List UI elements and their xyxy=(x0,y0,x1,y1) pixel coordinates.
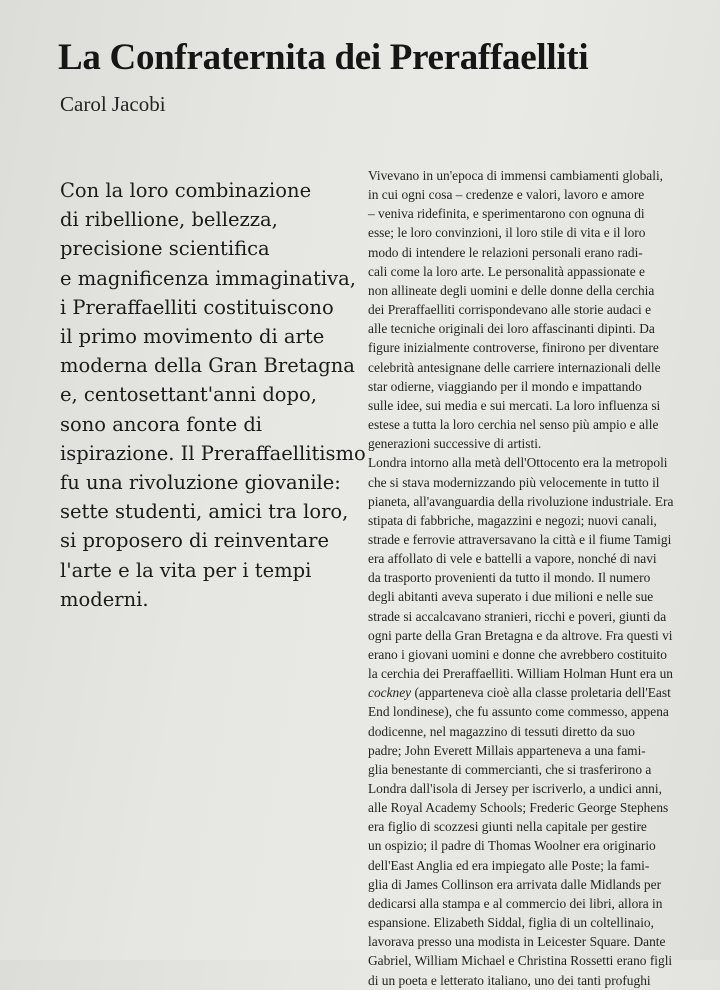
body-line: stipata di fabbriche, magazzini e negozi; nuovi canali, xyxy=(368,512,657,528)
body-line: estese a tutta la loro cerchia nel senso più ampio e alle xyxy=(368,417,659,433)
body-line: padre; John Everett Millais apparteneva a una fami- xyxy=(368,742,646,758)
body-line: strade si accalcavano stranieri, ricchi e poveri, giunti da xyxy=(368,608,667,624)
body-line: dell'East Anglia ed era impiegato alle Poste; la fami- xyxy=(368,857,650,873)
body-line: la cerchia dei Preraffaelliti. William Holman Hunt era un xyxy=(368,666,673,682)
intro-line: il primo movimento di arte xyxy=(60,325,325,349)
intro-line: Con la loro combinazione xyxy=(60,179,312,202)
body-line: di un poeta e letterato italiano, uno dei tanti profughi xyxy=(368,972,651,988)
intro-line: i Preraffaelliti costituiscono xyxy=(60,295,334,319)
body-line: dedicarsi alla stampa e al commercio dei libri, allora in xyxy=(368,895,663,911)
article-title: La Confraternita dei Preraffaelliti xyxy=(58,37,589,78)
body-line: modo di intendere le relazioni personali erano radi- xyxy=(368,244,643,260)
intro-paragraph xyxy=(60,176,366,614)
intro-line: sono ancora fonte di xyxy=(60,412,263,436)
body-line: era affollato di vele e battelli a vapore, nonché di navi xyxy=(368,551,657,567)
body-line-with-italic xyxy=(368,683,698,702)
intro-line: si proposero di reinventare xyxy=(60,529,330,553)
body-line: non allineate degli uomini e delle donne della cerchia xyxy=(368,282,655,298)
body-line: erano i giovani uomini e donne che avrebbero costituito xyxy=(368,646,667,662)
body-line: Londra dall'isola di Jersey per iscriverlo, a undici anni, xyxy=(368,781,662,796)
body-line: cali come la loro arte. Le personalità appassionate e xyxy=(368,263,645,279)
body-line-rest: (appartenevа cioè alla classe proletaria dell'East xyxy=(414,685,671,701)
body-line: sulle idee, sui media e sui mercati. La loro influenza si xyxy=(368,397,661,413)
intro-line: e magnificenza immaginativa, xyxy=(60,266,356,290)
body-line: lavorava presso una modista in Leicester Square. Dante xyxy=(368,934,666,950)
body-line: alle tecniche originali dei loro affascinanti dipinti. Da xyxy=(368,321,655,337)
body-line: dodicenne, nel magazzino di tessuti diretto da suo xyxy=(368,723,635,739)
body-text-column xyxy=(368,166,698,990)
body-line: glia di James Collinson era arrivata dalle Midlands per xyxy=(368,876,662,892)
intro-line: sette studenti, amici tra loro, xyxy=(60,500,349,524)
body-line: dei Preraffaelliti corrispondevano alle storie audaci e xyxy=(368,302,652,318)
body-line: ogni parte della Gran Bretagna e da altrove. Fra questi vi xyxy=(368,627,673,643)
author-name: Carol Jacobi xyxy=(60,92,166,116)
intro-line: l'arte e la vita per i tempi xyxy=(60,558,312,582)
body-line: Gabriel, William Michael e Christina Rossetti erano figli xyxy=(368,953,673,969)
body-line: Londra intorno alla metà dell'Ottocento era la metropoli xyxy=(368,455,668,471)
body-line: da trasporto provenienti da tutto il mondo. Il numero xyxy=(368,570,651,586)
body-line: espansione. Elizabeth Siddal, figlia di un coltellinaio, xyxy=(368,915,654,931)
intro-line: moderna della Gran Bretagna xyxy=(60,354,355,378)
body-line: in cui ogni cosa – credenze e valori, lavoro e amore xyxy=(368,187,645,203)
body-line: pianeta, all'avanguardia della rivoluzione industriale. Era xyxy=(368,493,674,509)
body-line: – veniva ridefinita, e sperimentarono con ognuna di xyxy=(368,206,645,222)
body-line: alle Royal Academy Schools; Frederic George Stephens xyxy=(368,800,669,816)
intro-line: fu una rivoluzione giovanile: xyxy=(60,471,341,495)
body-line: generazioni successive di artisti. xyxy=(368,436,542,452)
body-line: strade e ferrovie attraversavano la città e il fiume Tamigi xyxy=(368,531,672,547)
body-line: glia benestante di commercianti, che si trasferirono a xyxy=(368,761,652,777)
intro-line: moderni. xyxy=(60,587,149,611)
body-line: esse; le loro convinzioni, il loro stile di vita e il loro xyxy=(368,225,646,241)
intro-line: e, centosettant'anni dopo, xyxy=(60,383,317,407)
body-line: era figlio di scozzesi giunti nella capitale per gestire xyxy=(368,819,647,835)
body-line: degli abitanti aveva superato i due milioni e nelle sue xyxy=(368,589,654,605)
body-line: celebrità antesignane delle carriere internazionali delle xyxy=(368,359,661,375)
intro-line: ispirazione. Il Preraffaellitismo xyxy=(60,441,366,465)
body-line: star odierne, viaggiando per il mondo e impattando xyxy=(368,378,642,394)
italic-term: cockney xyxy=(368,685,412,701)
body-line: End londinese), che fu assunto come commesso, appena xyxy=(368,704,669,720)
body-line: un ospizio; il padre di Thomas Woolner era originario xyxy=(368,838,656,854)
intro-line: di ribellione, bellezza, xyxy=(60,208,278,232)
body-line: figure inizialmente controverse, finirono per diventare xyxy=(368,340,659,356)
body-line: Vivevano in un'epoca di immensi cambiamenti globali, xyxy=(368,168,664,183)
body-line: che si stava modernizzando più velocemente in tutto il xyxy=(368,474,660,490)
intro-line: precisione scientifica xyxy=(60,237,270,261)
